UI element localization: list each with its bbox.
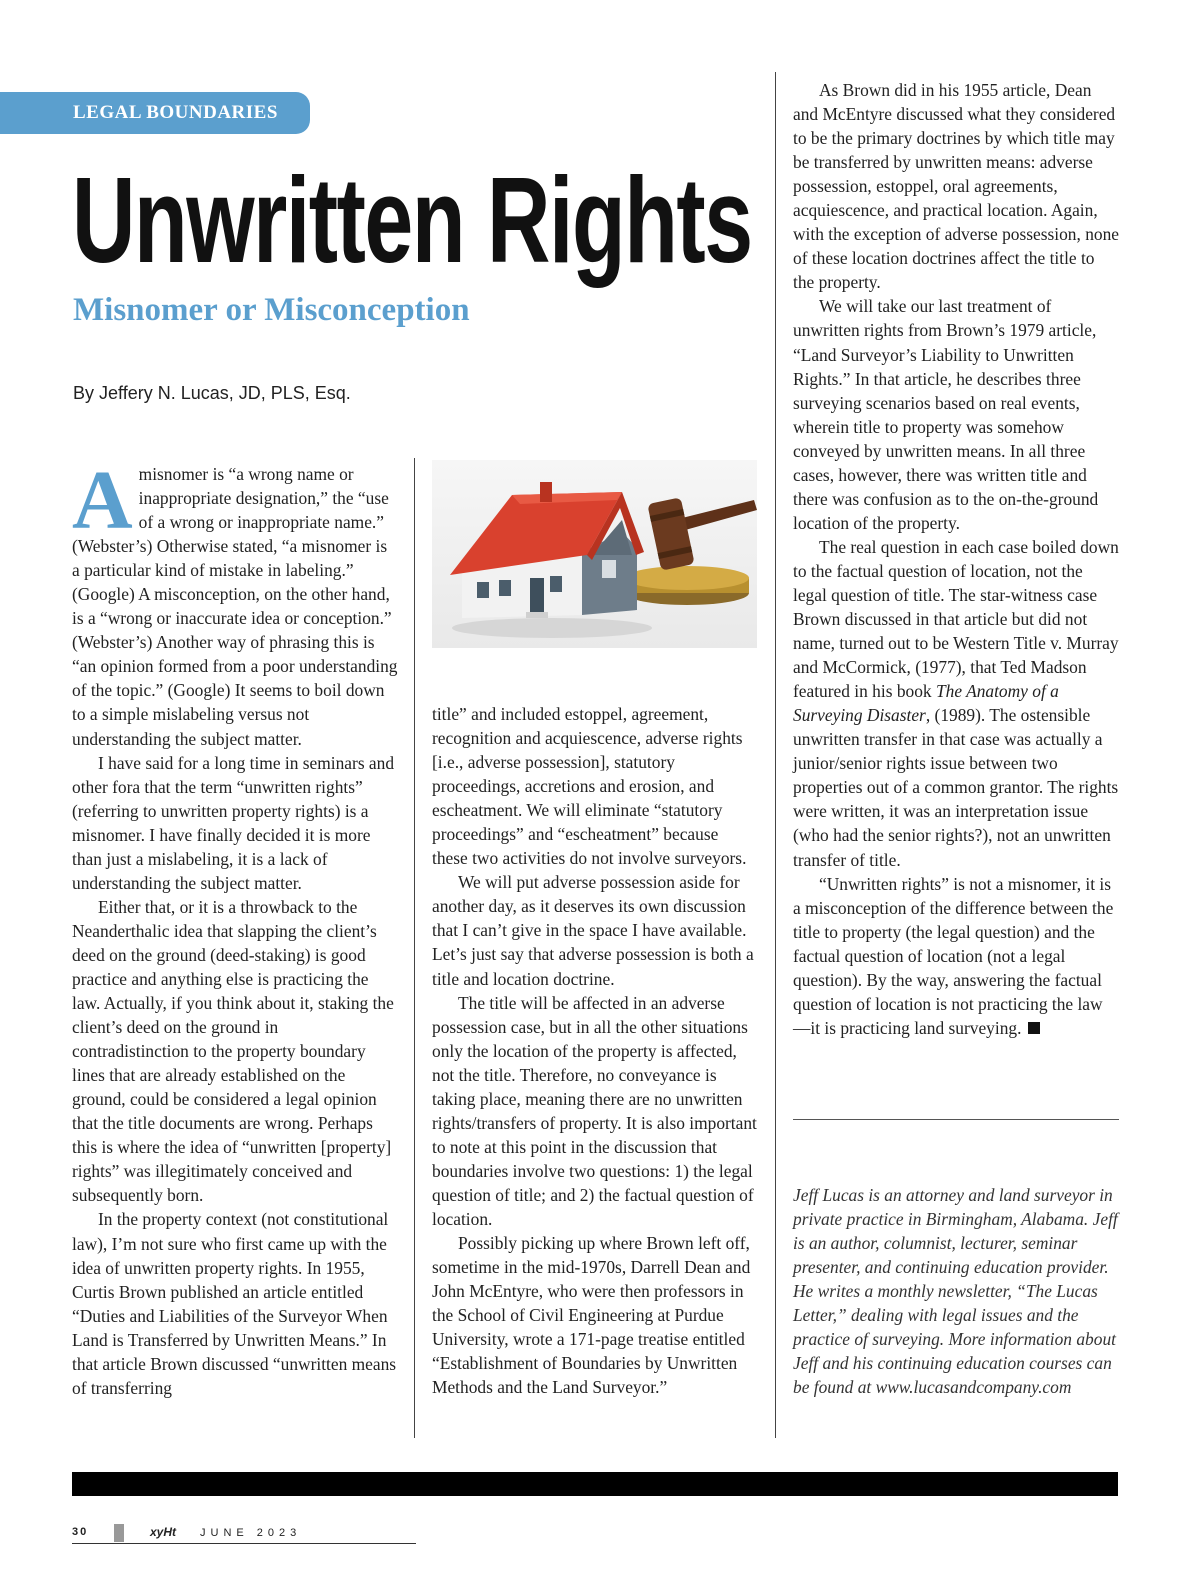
footer-bar: [72, 1472, 1118, 1496]
paragraph: title” and included estoppel, agreement, recognition and acquiescence, adverse rights [i.e., adverse possession], statutory proceedings, accretions and erosion, and escheatment. We will eliminate “statutory proceedings” and “escheatment” because these two activities do not involve surveyors.: [432, 704, 747, 869]
paragraph: [72, 454, 398, 751]
issue-date: JUNE 2023: [200, 1527, 302, 1539]
house-gavel-illustration: [432, 460, 757, 648]
article-column-3: [793, 78, 1119, 1040]
paragraph: The title will be affected in an adverse possession case, but in all the other situations only the location of the property is affected, not the title. Therefore, no conveyance is taking place, meaning there are no unwritten rights/transfers of property. It is also important to note at this point in the discussion that boundaries involve two questions: 1) the legal question of title; and 2) the factual question of location.: [432, 992, 757, 1229]
house-gavel-photo: [432, 460, 757, 648]
paragraph: We will put adverse possession aside for another day, as it deserves its own discussion that I can’t give in the space I have available. Let’s just say that adverse possession is both a title and location doctrine.: [432, 872, 754, 989]
article-column-2: [432, 702, 758, 1399]
paragraph: I have said for a long time in seminars and other fora that the term “unwritten rights” (referring to unwritten property rights) is a misnomer. I have finally decided it is more than just a mislabeling, it is a lack of understanding the subject matter.: [72, 752, 395, 893]
section-tag: LEGAL BOUNDARIES: [0, 92, 310, 134]
bio-divider: [793, 1119, 1119, 1120]
column-divider-2: [775, 72, 776, 1438]
paragraph-text: The real question in each case boiled down to the factual question of location, not the legal question of title. The star-witness case Brown discussed in that article but did not name, turned out to be Western Title v. Murray and McCormick, (1977), that Ted Madson featured in his book: [793, 536, 1119, 702]
paragraph: Either that, or it is a throwback to the Neanderthalic idea that slapping the client’s deed on the ground (deed-staking) is good practice and anything else is practicing the law. Actually, if you think about it, staking the client’s deed on the ground in contradistinction to the property boundary lines that are already established on the ground, could be considered a legal opinion that the title documents are wrong. Perhaps this is where the idea of “unwritten [property] rights” was illegitimately conceived and subsequently born.: [72, 896, 394, 1206]
folio: [72, 1524, 416, 1544]
paragraph: In the property context (not constitutional law), I’m not sure who first came up with the idea of unwritten property rights. In 1955, Curtis Brown published an article entitled “Duties and Liabilities of the Surveyor When Land is Transferred by Unwritten Means.” In that article Brown discussed “unwritten means of transferring: [72, 1209, 397, 1398]
end-mark-icon: [1028, 1022, 1040, 1034]
article-subtitle: Misnomer or Misconception: [73, 292, 470, 328]
column-divider-1: [414, 458, 415, 1438]
paragraph-text: , (1989). The ostensible unwritten transfer in that case was actually a junior/senior rights issue between two properties out of a common grantor. The rights were written, it was an interpretation issue (who had the senior rights?), not an unwritten transfer of title.: [793, 705, 1119, 870]
publication-name: xyHt: [150, 1525, 177, 1539]
paragraph: Possibly picking up where Brown left off, sometime in the mid-1970s, Darrell Dean and John McEntyre, who were then professors in the School of Civil Engineering at Purdue University, wrote a 171-page treatise entitled “Establishment of Boundaries by Unwritten Methods and the Land Surveyor.”: [432, 1233, 751, 1398]
folio-square-icon: [114, 1524, 124, 1542]
author-bio: Jeff Lucas is an attorney and land surveyor in private practice in Birmingham, Alabama. Jeff is an author, columnist, lecturer, seminar presenter, and continuing education provider. He writes a monthly newsletter, “The Lucas Letter,” dealing with legal issues and the practice of surveying. More information about Jeff and his continuing education courses can be found at www.lucasandcompany.com: [793, 1185, 1118, 1398]
paragraph: [793, 872, 1119, 1040]
paragraph-text: misnomer is “a wrong name or inappropriate designation,” the “use of a wrong or inappropriate name.” (Webster’s) Otherwise stated, “a misnomer is a particular kind of mistake in labeling.” (Google) A misconception, on the other hand, is a “wrong or inaccurate idea or conception.” (Webster’s) Another way of phrasing this is “an opinion formed from a poor understanding of the topic.” (Google) It seems to boil down to a simple mislabeling versus not understanding the subject matter.: [72, 464, 398, 749]
page-number: 30: [72, 1526, 89, 1538]
paragraph: As Brown did in his 1955 article, Dean and McEntyre discussed what they considered to be the primary doctrines by which title may be transferred by unwritten means: adverse possession, estoppel, oral agreements, acquiescence, and practical location. Again, with the exception of adverse possession, none of these location doctrines affect the title to the property.: [793, 80, 1119, 293]
paragraph-text: “Unwritten rights” is not a misnomer, it is a misconception of the difference between the title to property (the legal question) and the factual question of location (not a legal question). By the way, answering the factual question of location is not practicing the law—it is practicing land surveying.: [793, 873, 1114, 1038]
byline: By Jeffery N. Lucas, JD, PLS, Esq.: [73, 383, 351, 403]
article-title: Unwritten Rights: [72, 152, 752, 288]
drop-cap: A: [72, 454, 133, 547]
paragraph: [793, 535, 1119, 872]
paragraph: We will take our last treatment of unwritten rights from Brown’s 1979 article, “Land Surveyor’s Liability to Unwritten Rights.” In that article, he describes three surveying scenarios based on real events, wherein title to property was somehow conveyed by unwritten means. In all three cases, however, there was written title and there was confusion as to the on-the-ground location of the property.: [793, 296, 1099, 533]
article-column-1: [72, 454, 398, 1400]
book-title: The Anatomy of a Surveying Disaster: [793, 681, 1059, 726]
